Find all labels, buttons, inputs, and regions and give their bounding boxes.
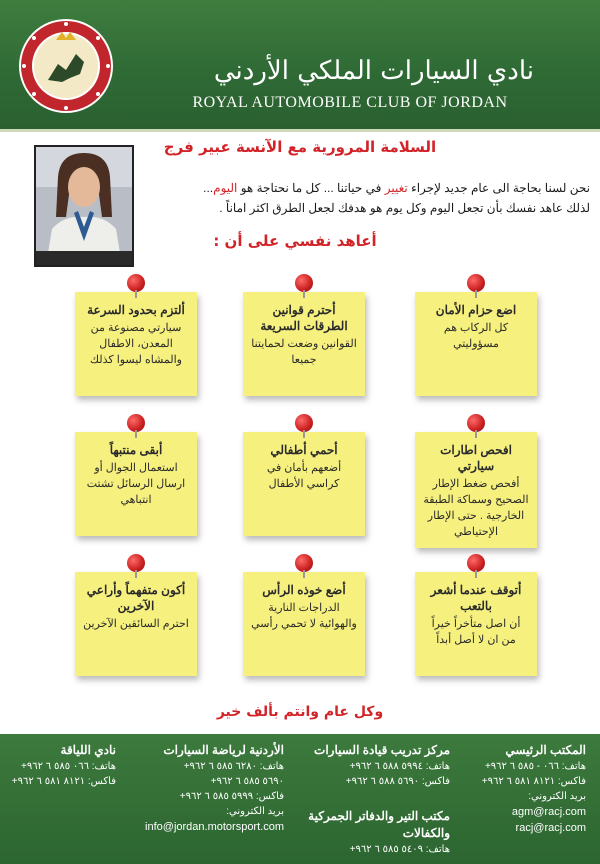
- note-body: الدراجات النارية والهوائية لا تحمي رأسي: [251, 602, 357, 630]
- footer-fax: فاكس: ٥٩٩٩ ٥٨٥ ٦ ٩٦٢+: [179, 791, 284, 802]
- note-title: أبقى منتبهاً: [109, 443, 163, 457]
- pushpin-icon: [295, 414, 313, 432]
- intro-line-1: [150, 178, 590, 198]
- footer-phone: هاتف: ٠٦٦ ٥٨٥ ٦ ٩٦٢+: [21, 761, 116, 772]
- note-body: أن اصل متأخراً خيراً من ان لا أصل أبداً: [431, 618, 521, 646]
- footer-phone: هاتف: ٥٩٩٤ ٥٨٨ ٦ ٩٦٢+: [349, 761, 450, 772]
- footer-heading: المكتب الرئيسي: [505, 743, 586, 757]
- footer-fitness-club: [6, 742, 116, 789]
- note-title: أضع خوذه الرأس: [262, 583, 346, 597]
- footer-customs-office: [300, 808, 450, 857]
- pushpin-icon: [295, 274, 313, 292]
- footer-email-link[interactable]: info@jordan.motorsport.com: [145, 821, 284, 833]
- note-stop-when-tired: [415, 572, 537, 676]
- footer-phone: ٥٦٩٠ ٥٨٥ ٦ ٩٦٢+: [210, 776, 284, 787]
- footer-phone: هاتف: ٥٤٠٩ ٥٨٥ ٦ ٩٦٢+: [349, 844, 450, 855]
- note-seatbelt: [415, 292, 537, 396]
- intro-line-2: لذلك عاهد نفسك بأن تجعل اليوم وكل يوم هو هدفك لجعل الطرق اكثر اماناً .: [219, 201, 590, 215]
- note-title: ألتزم بحدود السرعة: [87, 303, 185, 317]
- note-speed-limits: [75, 292, 197, 396]
- note-body: سيارتي مصنوعة من المعدن، الاطفال والمشاه ليسوا كذلك: [90, 322, 182, 366]
- note-check-tires: [415, 432, 537, 548]
- note-highway-laws: [243, 292, 365, 396]
- note-title: أكون متفهماً وأراعي الآخرين: [86, 583, 186, 613]
- pushpin-icon: [467, 414, 485, 432]
- club-title-arabic: نادي السيارات الملكي الأردني: [213, 56, 534, 86]
- footer-email-label: بريد الكتروني:: [226, 806, 284, 817]
- closing-greeting: وكل عام وانتم بألف خير: [216, 704, 384, 720]
- note-be-considerate: [75, 572, 197, 676]
- pushpin-icon: [467, 274, 485, 292]
- note-stay-alert: [75, 432, 197, 536]
- intro-highlight-today: اليوم: [213, 181, 238, 195]
- note-body: أفحص ضغط الإطار الصحيح وسماكة الطبقة الخارجية . حتى الإطار الإحتياطي: [423, 478, 529, 538]
- intro-highlight-change: تغيير: [384, 181, 408, 195]
- footer-fax: فاكس: ٨١٢١ ٥٨١ ٦ ٩٦٢+: [11, 776, 116, 787]
- club-title-english: ROYAL AUTOMOBILE CLUB OF JORDAN: [192, 94, 508, 111]
- footer-phone: هاتف: ٠٦٦ - ٥٨٥ ٦ ٩٦٢+: [484, 761, 586, 772]
- portrait-photo: [34, 145, 134, 267]
- intro-paragraph: [150, 178, 590, 218]
- footer-driving-school: [300, 742, 450, 789]
- note-body: أضعهم بأمان في كراسي الأطفال: [266, 462, 342, 490]
- note-protect-children: [243, 432, 365, 536]
- intro-text-1: نحن لسنا بحاجة الى عام جديد لإجراء: [407, 181, 590, 195]
- note-title: افحص اطارات سيارتي: [440, 443, 512, 473]
- intro-text-2: في حياتنا ... كل ما نحتاجة هو: [237, 181, 385, 195]
- note-body: القوانين وضعت لحمايتنا جميعا: [251, 338, 357, 366]
- footer-heading: الأردنية لرياضة السيارات: [163, 743, 284, 757]
- article-headline: السلامة المرورية مع الآنسة عبير فرج: [163, 138, 437, 156]
- footer-email-link[interactable]: racj@racj.com: [515, 822, 586, 834]
- note-body: احترم السائقين الآخرين: [83, 618, 189, 630]
- note-wear-helmet: [243, 572, 365, 676]
- pushpin-icon: [127, 414, 145, 432]
- pushpin-icon: [127, 554, 145, 572]
- pushpin-icon: [295, 554, 313, 572]
- note-body: استعمال الجوال أو ارسال الرسائل تشتت انتباهي: [86, 462, 186, 506]
- footer-phone: هاتف: ٦٢٨٠ ٥٨٥ ٦ ٩٦٢+: [183, 761, 284, 772]
- footer-fax: فاكس: ٨١٢١ ٥٨١ ٦ ٩٦٢+: [481, 776, 586, 787]
- footer-heading: مركز تدريب قيادة السيارات: [314, 743, 450, 757]
- footer-heading: مكتب التير والدفاتر الجمركية والكفالات: [308, 809, 450, 840]
- note-title: أتوقف عندما أشعر بالتعب: [430, 583, 522, 613]
- footer-fax: فاكس: ٥٦٩٠ ٥٨٨ ٦ ٩٦٢+: [345, 776, 450, 787]
- note-body: كل الركاب هم مسؤوليتي: [443, 322, 509, 350]
- footer-heading: نادي اللياقة: [60, 743, 116, 757]
- club-logo: [18, 18, 114, 114]
- footer-email-link[interactable]: agm@racj.com: [511, 806, 586, 818]
- contact-footer: [0, 734, 600, 864]
- footer-email-label: بريد الكتروني:: [528, 791, 586, 802]
- intro-text-3: ...: [203, 181, 214, 195]
- pushpin-icon: [127, 274, 145, 292]
- footer-motorsport: [124, 742, 284, 835]
- footer-main-office: [466, 742, 586, 836]
- pledge-heading: أعاهد نفسي على أن :: [213, 232, 377, 250]
- header-banner: [0, 0, 600, 132]
- note-title: أحترم قوانين الطرقات السريعة: [260, 303, 348, 333]
- note-title: أحمي أطفالي: [270, 443, 338, 457]
- note-title: اضع حزام الأمان: [435, 303, 517, 317]
- pushpin-icon: [467, 554, 485, 572]
